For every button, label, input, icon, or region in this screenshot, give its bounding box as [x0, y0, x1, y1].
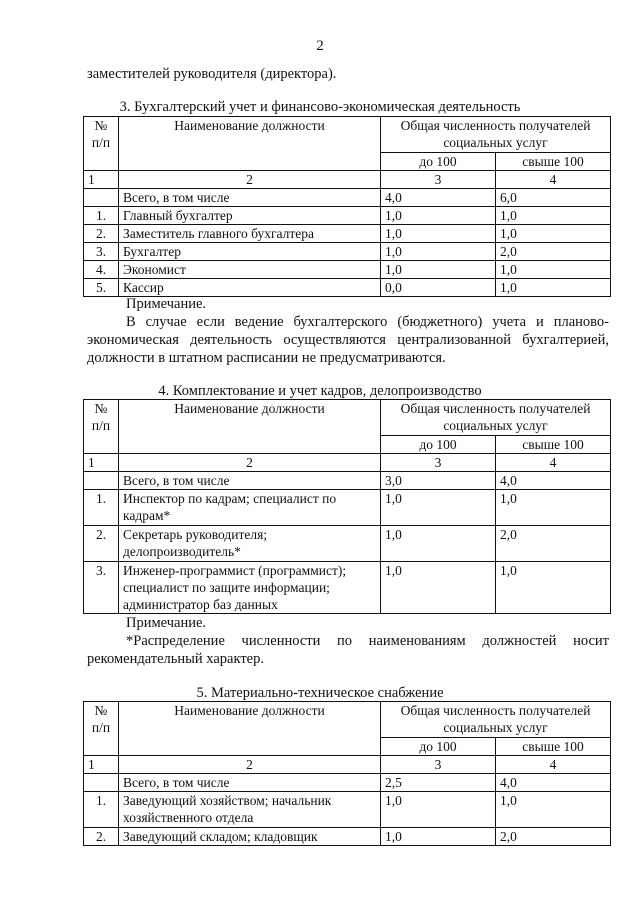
section4-note-text: *Распределение численности по наименованиям должностей носит рекомендательный характер.: [87, 633, 609, 667]
header-up-to-100: до 100: [381, 153, 496, 171]
column-index-3: 3: [381, 454, 496, 472]
column-index-4: 4: [496, 171, 611, 189]
column-index-2: 2: [119, 756, 381, 774]
table-row: [84, 472, 611, 490]
position-name: Кассир: [119, 279, 381, 297]
row-number: 1.: [84, 490, 119, 526]
table-row: [84, 490, 611, 526]
table-row: [84, 792, 611, 828]
value-up-to-100: 1,0: [381, 526, 496, 562]
row-number: 1.: [84, 792, 119, 828]
page-number: 2: [316, 38, 324, 54]
column-index-4: 4: [496, 756, 611, 774]
position-name: Всего, в том числе: [119, 774, 381, 792]
section4-title: 4. Комплектование и учет кадров, делопроизводство: [158, 383, 482, 399]
value-over-100: 4,0: [496, 472, 611, 490]
header-num: № п/п: [84, 117, 119, 171]
position-name: Заведующий хозяйством; начальник хозяйственного отдела: [119, 792, 381, 828]
row-number: 2.: [84, 828, 119, 846]
table-row: [84, 828, 611, 846]
value-over-100: 1,0: [496, 562, 611, 614]
value-up-to-100: 3,0: [381, 472, 496, 490]
table-row: [84, 774, 611, 792]
column-index-2: 2: [119, 171, 381, 189]
row-number: 1.: [84, 207, 119, 225]
column-index-3: 3: [381, 171, 496, 189]
column-index-3: 3: [381, 756, 496, 774]
section3-title: 3. Бухгалтерский учет и финансово-экономическая деятельность: [119, 99, 521, 115]
row-number: 4.: [84, 261, 119, 279]
intro-line: заместителей руководителя (директора).: [87, 66, 337, 82]
row-number: [84, 472, 119, 490]
header-up-to-100: до 100: [381, 738, 496, 756]
value-up-to-100: 0,0: [381, 279, 496, 297]
header-num: № п/п: [84, 400, 119, 454]
column-index-1: 1: [84, 756, 119, 774]
row-number: 3.: [84, 243, 119, 261]
column-index-1: 1: [84, 171, 119, 189]
value-up-to-100: 1,0: [381, 207, 496, 225]
table-row: [84, 562, 611, 614]
position-name: Всего, в том числе: [119, 189, 381, 207]
header-position-name: Наименование должности: [119, 400, 381, 454]
position-name: Бухгалтер: [119, 243, 381, 261]
section5-table: [83, 701, 611, 846]
value-over-100: 2,0: [496, 526, 611, 562]
value-over-100: 4,0: [496, 774, 611, 792]
column-index-1: 1: [84, 454, 119, 472]
header-num: № п/п: [84, 702, 119, 756]
header-total-recipients: Общая численность получателей социальных услуг: [381, 702, 611, 738]
value-over-100: 2,0: [496, 243, 611, 261]
section4-note-label: Примечание.: [126, 615, 207, 631]
row-number: 2.: [84, 526, 119, 562]
table-row: [84, 243, 611, 261]
value-up-to-100: 2,5: [381, 774, 496, 792]
header-over-100: свыше 100: [496, 436, 611, 454]
value-up-to-100: 1,0: [381, 243, 496, 261]
value-over-100: 6,0: [496, 189, 611, 207]
value-over-100: 1,0: [496, 792, 611, 828]
table-row: [84, 279, 611, 297]
value-over-100: 1,0: [496, 225, 611, 243]
section3-note-label: Примечание.: [126, 296, 207, 312]
value-over-100: 1,0: [496, 490, 611, 526]
position-name: Заведующий складом; кладовщик: [119, 828, 381, 846]
value-over-100: 1,0: [496, 279, 611, 297]
value-up-to-100: 4,0: [381, 189, 496, 207]
position-name: Заместитель главного бухгалтера: [119, 225, 381, 243]
value-up-to-100: 1,0: [381, 562, 496, 614]
value-up-to-100: 1,0: [381, 792, 496, 828]
value-over-100: 1,0: [496, 261, 611, 279]
column-index-4: 4: [496, 454, 611, 472]
table-row: [84, 207, 611, 225]
value-up-to-100: 1,0: [381, 490, 496, 526]
position-name: Секретарь руководителя; делопроизводитель*: [119, 526, 381, 562]
position-name: Экономист: [119, 261, 381, 279]
value-over-100: 2,0: [496, 828, 611, 846]
value-up-to-100: 1,0: [381, 828, 496, 846]
table-row: [84, 526, 611, 562]
position-name: Главный бухгалтер: [119, 207, 381, 225]
position-name: Всего, в том числе: [119, 472, 381, 490]
header-position-name: Наименование должности: [119, 702, 381, 756]
row-number: 3.: [84, 562, 119, 614]
position-name: Инспектор по кадрам; специалист по кадрам*: [119, 490, 381, 526]
header-total-recipients: Общая численность получателей социальных услуг: [381, 400, 611, 436]
section3-note-text: В случае если ведение бухгалтерского (бюджетного) учета и планово-экономическая деятельность осуществляются централизованной бухгалтерией, должности в штатном расписании не предусматриваются.: [87, 314, 609, 366]
header-position-name: Наименование должности: [119, 117, 381, 171]
section4-table: [83, 399, 611, 614]
section3-table: [83, 116, 611, 297]
value-up-to-100: 1,0: [381, 225, 496, 243]
section5-title: 5. Материально-техническое снабжение: [196, 685, 444, 701]
table-row: [84, 225, 611, 243]
table-row: [84, 189, 611, 207]
header-up-to-100: до 100: [381, 436, 496, 454]
position-name: Инженер-программист (программист); специалист по защите информации; администратор баз данных: [119, 562, 381, 614]
header-over-100: свыше 100: [496, 738, 611, 756]
value-up-to-100: 1,0: [381, 261, 496, 279]
row-number: 2.: [84, 225, 119, 243]
column-index-2: 2: [119, 454, 381, 472]
row-number: [84, 189, 119, 207]
header-total-recipients: Общая численность получателей социальных услуг: [381, 117, 611, 153]
row-number: [84, 774, 119, 792]
value-over-100: 1,0: [496, 207, 611, 225]
row-number: 5.: [84, 279, 119, 297]
table-row: [84, 261, 611, 279]
header-over-100: свыше 100: [496, 153, 611, 171]
